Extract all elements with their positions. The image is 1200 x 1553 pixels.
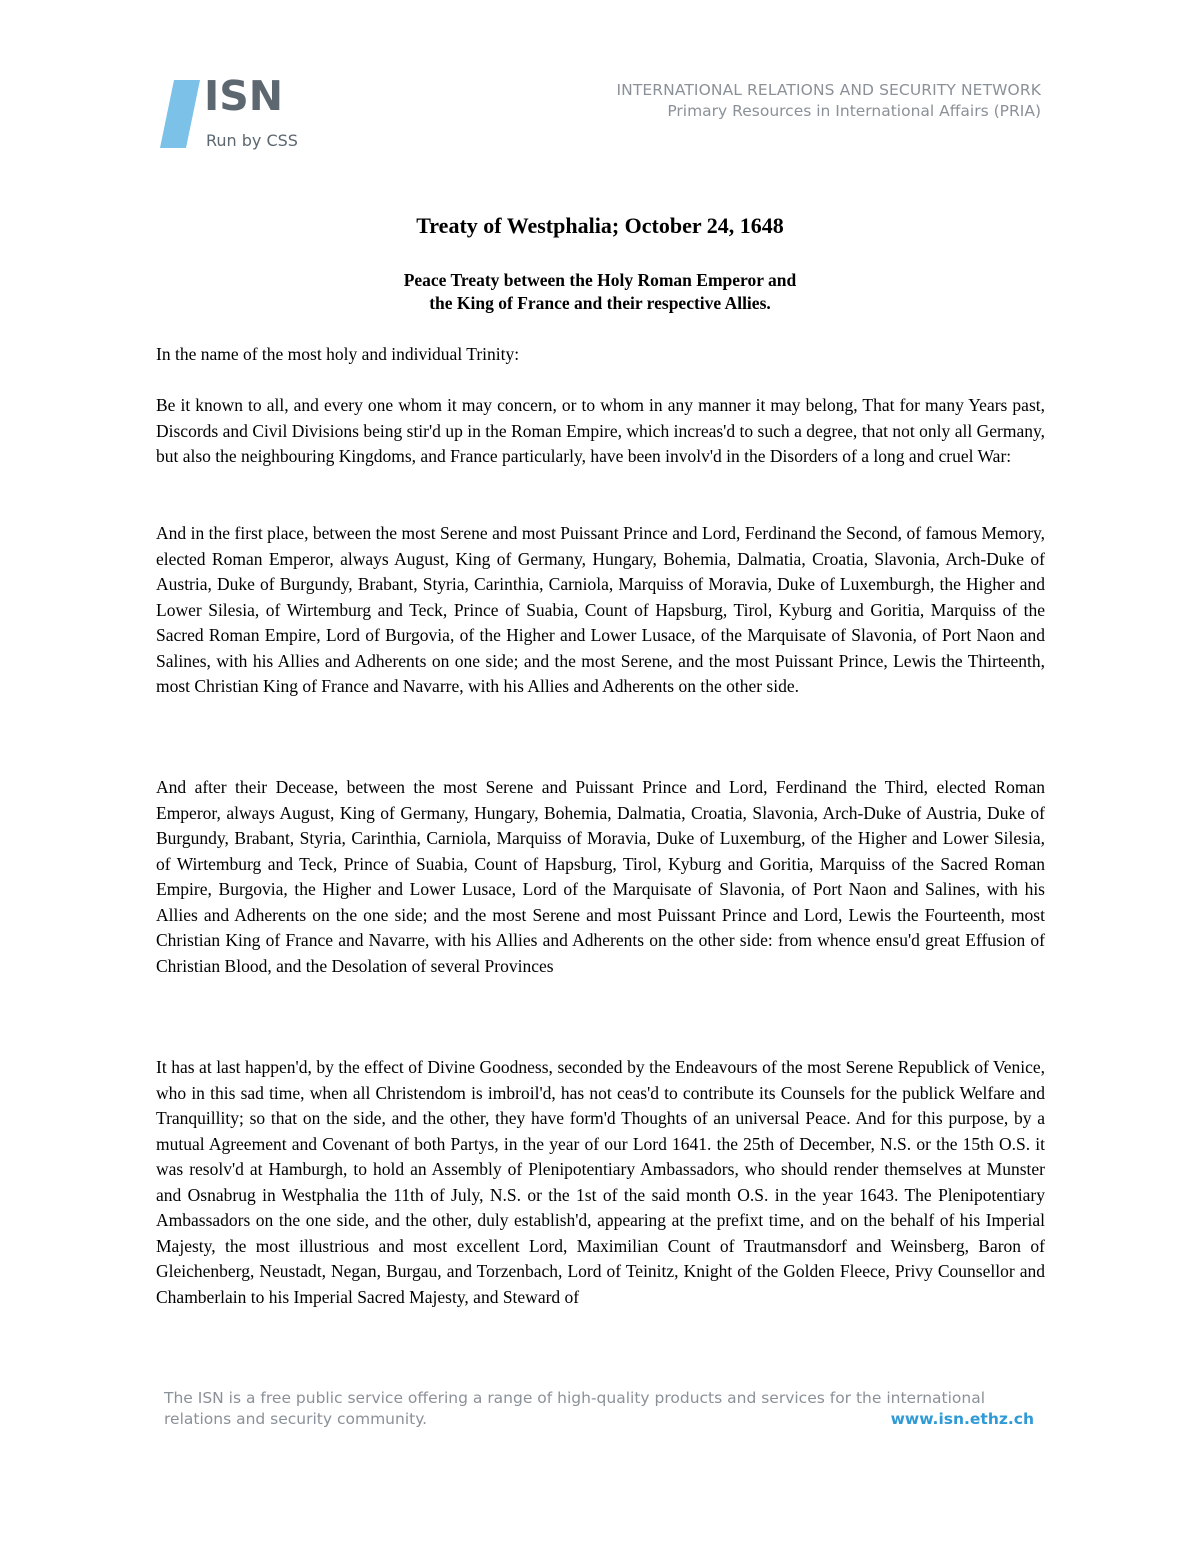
paragraph-second-parties: And after their Decease, between the most Serene and Puissant Prince and Lord, Ferdinand the Third, elected Roman Emperor, always August, King of Germany, Hungary, Bohemia, Dalmatia, Croatia, Slavonia, Arch-Duke of Austria, Duke of Burgundy, Brabant, Styria, Carinthia, Carniola, Marquiss of Moravia, Duke of Luxemburg, of the Higher and Lower Silesia, of Wirtemburg and Teck, Prince of Suabia, Count of Hapsburg, Tirol, Kyburg and Goritia, Marquiss of the Sacred Roman Empire, Burgovia, the Higher and Lower Lusace, Lord of the Marquisate of Slavonia, of Port Naon and Salines, with his Allies and Adherents on the one side; and the most Serene and most Puissant Prince and Lord, Lewis the Fourteenth, most Christian King of France and Navarre, with his Allies and Adherents on the other side: from whence ensu'd great Effusion of Christian Blood, and the Desolation of several Provinces: [156, 777, 1045, 976]
paragraph-invocation: In the name of the most holy and individual Trinity:: [156, 344, 520, 364]
network-name: INTERNATIONAL RELATIONS AND SECURITY NETWORK: [616, 81, 1041, 99]
network-subtitle: Primary Resources in International Affairs (PRIA): [667, 102, 1041, 120]
subtitle-line-1: Peace Treaty between the Holy Roman Emperor and: [403, 270, 797, 290]
footer-description: The ISN is a free public service offering a range of high-quality products and services for the international relations and security community.: [164, 1389, 986, 1428]
logo-slash-icon: [160, 80, 200, 150]
document-title: Treaty of Westphalia; October 24, 1648: [416, 213, 784, 238]
logo-tagline: Run by CSS: [206, 131, 298, 150]
network-header: [616, 80, 1041, 122]
logo-text: ISN: [204, 72, 284, 120]
paragraph-negotiations: It has at last happen'd, by the effect of Divine Goodness, seconded by the Endeavours of the most Serene Republick of Venice, who in this sad time, when all Christendom is imbroil'd, has not ceas'd to contribute its Counsels for the publick Welfare and Tranquillity; so that on the side, and the other, they have form'd Thoughts of an universal Peace. And for this purpose, by a mutual Agreement and Covenant of both Partys, in the year of our Lord 1641. the 25th of December, N.S. or the 15th O.S. it was resolv'd at Hamburgh, to hold an Assembly of Plenipotentiary Ambassadors, who should render themselves at Munster and Osnabrug in Westphalia the 11th of July, N.S. or the 1st of the said month O.S. in the year 1643. The Plenipotentiary Ambassadors on the one side, and the other, duly establish'd, appearing at the prefixt time, and on the behalf of his Imperial Majesty, the most illustrious and most excellent Lord, Maximilian Count of Trautmansdorf and Weinsberg, Baron of Gleichenberg, Neustadt, Negan, Burgau, and Torzenbach, Lord of Teinitz, Knight of the Golden Fleece, Privy Counsellor and Chamberlain to his Imperial Sacred Majesty, and Steward of: [156, 1057, 1045, 1307]
isn-logo: [160, 72, 310, 160]
subtitle-line-2: the King of France and their respective Allies.: [429, 293, 771, 313]
footer-url-link[interactable]: www.isn.ethz.ch: [890, 1410, 1034, 1428]
paragraph-preamble: Be it known to all, and every one whom it may concern, or to whom in any manner it may belong, That for many Years past, Discords and Civil Divisions being stir'd up in the Roman Empire, which increas'd to such a degree, that not only all Germany, but also the neighbouring Kingdoms, and France particularly, have been involv'd in the Disorders of a long and cruel War:: [156, 395, 1045, 466]
paragraph-first-parties: And in the first place, between the most Serene and most Puissant Prince and Lord, Ferdinand the Second, of famous Memory, elected Roman Emperor, always August, King of Germany, Hungary, Bohemia, Dalmatia, Croatia, Slavonia, Arch-Duke of Austria, Duke of Burgundy, Brabant, Styria, Carinthia, Carniola, Marquiss of Moravia, Duke of Luxemburgh, the Higher and Lower Silesia, of Wirtemburg and Teck, Prince of Suabia, Count of Hapsburg, Tirol, Kyburg and Goritia, Marquiss of the Sacred Roman Empire, Lord of Burgovia, of the Higher and Lower Lusace, of the Marquisate of Slavonia, of Port Naon and Salines, with his Allies and Adherents on one side; and the most Serene, and the most Puissant Prince, Lewis the Thirteenth, most Christian King of France and Navarre, with his Allies and Adherents on the other side.: [156, 523, 1045, 696]
document-subtitle: [0, 269, 1200, 315]
